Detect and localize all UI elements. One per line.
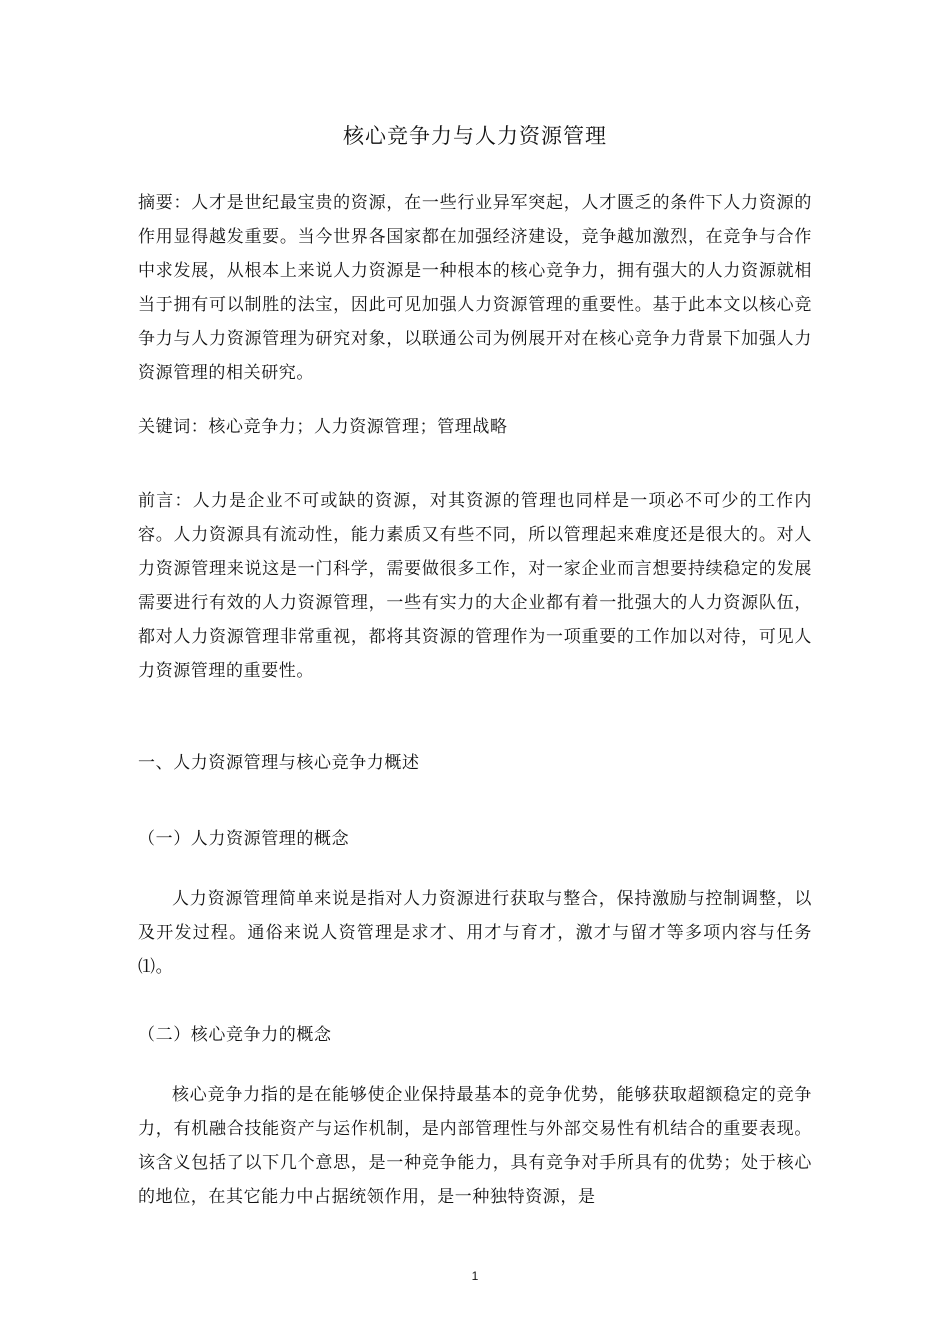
subsection-1-paragraph: 人力资源管理简单来说是指对人力资源进行获取与整合，保持激励与控制调整，以及开发过程。通俗来说人资管理是求才、用才与育才，激才与留才等多项内容与任务⑴。 [138,889,812,977]
abstract-paragraph: 摘要：人才是世纪最宝贵的资源，在一些行业异军突起，人才匮乏的条件下人力资源的作用显得越发重要。当今世界各国家都在加强经济建设，竞争越加激烈，在竞争与合作中求发展，从根本上来说人力资源是一种根本的核心竞争力，拥有强大的人力资源就相当于拥有可以制胜的法宝，因此可见加强人力资源管理的重要性。基于此本文以核心竞争力与人力资源管理为研究对象，以联通公司为例展开对在核心竞争力背景下加强人力资源管理的相关研究。 [138,193,812,383]
keywords-line: 关键词：核心竞争力；人力资源管理；管理战略 [138,417,508,437]
document-title: 核心竞争力与人力资源管理 [343,124,607,148]
section-heading-1: 一、人力资源管理与核心竞争力概述 [138,753,420,773]
preface-paragraph: 前言：人力是企业不可或缺的资源，对其资源的管理也同样是一项必不可少的工作内容。人力资源具有流动性，能力素质又有些不同，所以管理起来难度还是很大的。对人力资源管理来说这是一门科学，需要做很多工作，对一家企业而言想要持续稳定的发展需要进行有效的人力资源管理，一些有实力的大企业都有着一批强大的人力资源队伍，都对人力资源管理非常重视，都将其资源的管理作为一项重要的工作加以对待，可见人力资源管理的重要性。 [138,491,812,681]
subsection-heading-2: （二）核心竞争力的概念 [138,1025,332,1045]
subsection-heading-1: （一）人力资源管理的概念 [138,829,350,849]
subsection-2-paragraph: 核心竞争力指的是在能够使企业保持最基本的竞争优势，能够获取超额稳定的竞争力，有机融合技能资产与运作机制，是内部管理性与外部交易性有机结合的重要表现。该含义包括了以下几个意思，是一种竞争能力，具有竞争对手所具有的优势；处于核心的地位，在其它能力中占据统领作用，是一种独特资源，是 [138,1085,812,1207]
page-number: 1 [471,1269,479,1283]
